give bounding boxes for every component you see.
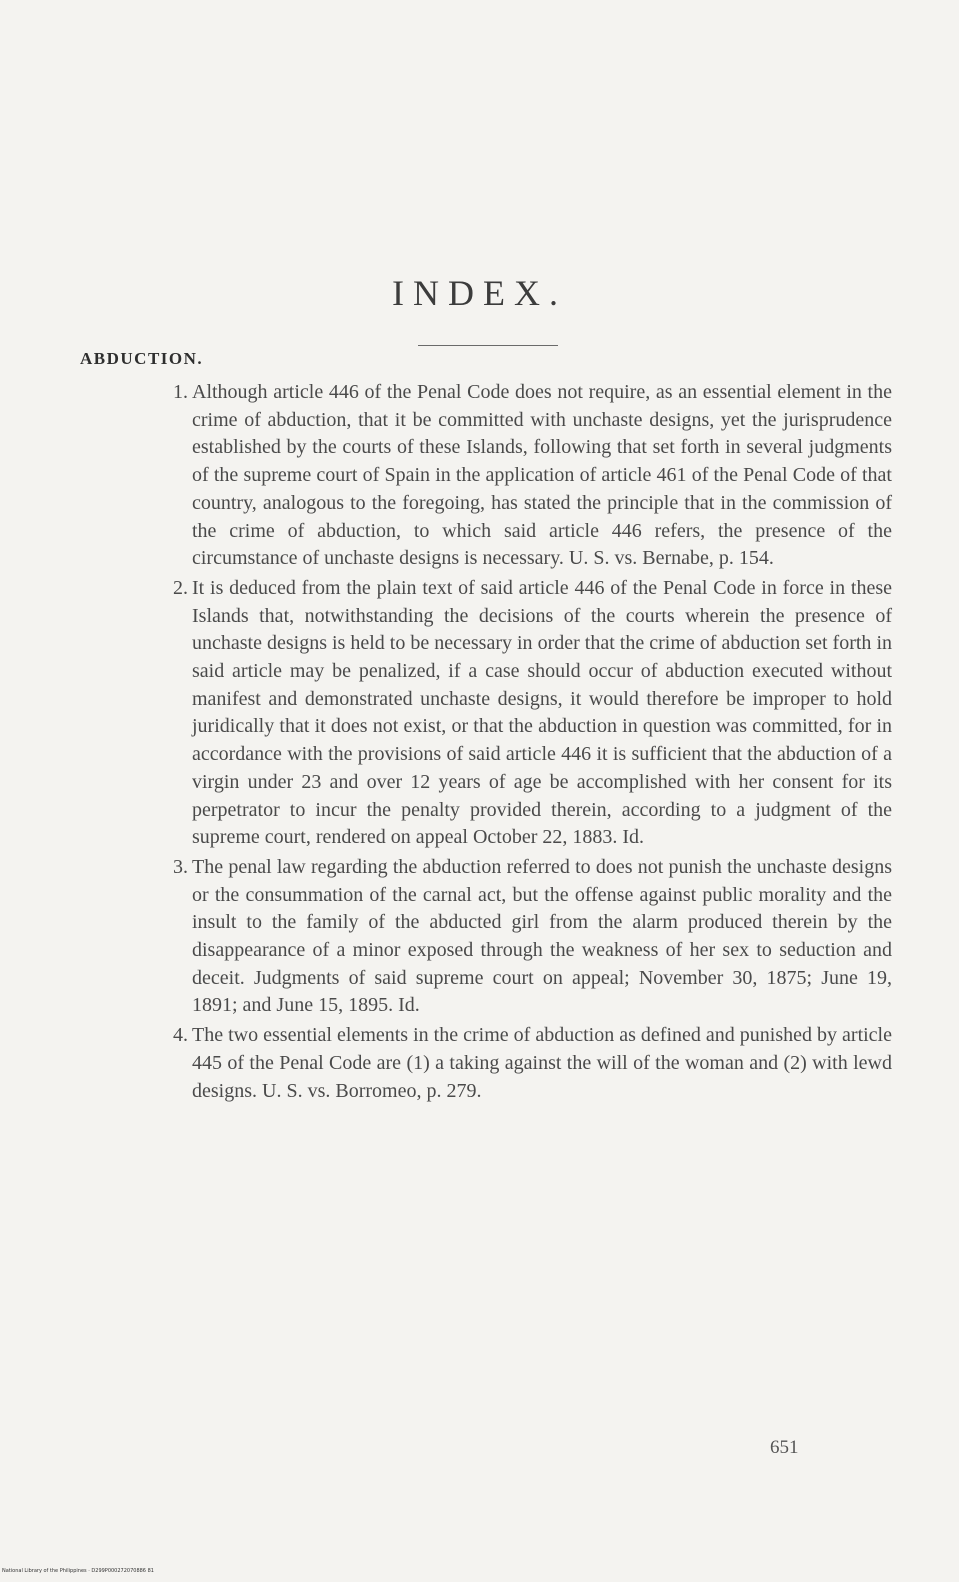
entry-text: It is deduced from the plain text of said article 446 of the Penal Code in force in these Islands that, notwithstanding the decisions of the courts wherein the presence of unchaste designs is held to be necessary in order that the crime of abduction set forth in said article may be penalized, if a case should occur of abduction executed without manifest and demonstrated unchaste designs, it would therefore be improper to hold juridically that it does not exist, or that the abduction in question was committed, for in accordance with the provisions of said article 446 it is sufficient that the abduction of a virgin under 23 and over 12 years of age be accomplished with her consent for its perpetrator to incur the penalty provided therein, according to a judgment of the supreme court, rendered on appeal October 22, 1883. Id. [192,576,892,849]
index-entries [0,379,959,1105]
page-number: 651 [770,1437,799,1458]
index-entry-2 [173,575,892,852]
entry-text: The penal law regarding the abduction referred to does not punish the unchaste designs or the consummation of the carnal act, but the offense against public morality and the insult to the family of the abducted girl from the alarm produced therein by the disappearance of a minor exposed through the weakness of her sex to seduction and deceit. Judgments of said supreme court on appeal; November 30, 1875; June 19, 1891; and June 15, 1895. Id. [192,855,892,1017]
entry-number: 1. [173,381,188,403]
page-title: INDEX. [392,273,567,313]
entry-number: 2. [173,576,188,599]
title-divider [418,345,558,346]
scan-footer: National Library of the Philippines · D299P000272070886 81 [2,1568,154,1574]
index-entry-1 [173,379,892,573]
index-entry-4 [173,1022,892,1105]
entry-text: The two essential elements in the crime of abduction as defined and punished by article 445 of the Penal Code are (1) a taking against the will of the woman and (2) with lewd designs. U. S. vs. Borromeo, p. 279. [192,1024,892,1102]
section-heading: ABDUCTION. [80,349,204,368]
entry-number: 4. [173,1024,188,1047]
entry-number: 3. [173,855,188,878]
entry-text: Although article 446 of the Penal Code does not require, as an essential element in the crime of abduction, that it be committed with unchaste designs, yet the jurisprudence established by the courts of these Islands, following that set forth in several judgments of the supreme court of Spain in the application of article 461 of the Penal Code of that country, analogous to the foregoing, has stated the principle that in the commission of the crime of abduction, to which said article 446 refers, the presence of the circumstance of unchaste designs is necessary. U. S. vs. Bernabe, p. 154. [192,381,892,570]
index-entry-3 [173,854,892,1020]
